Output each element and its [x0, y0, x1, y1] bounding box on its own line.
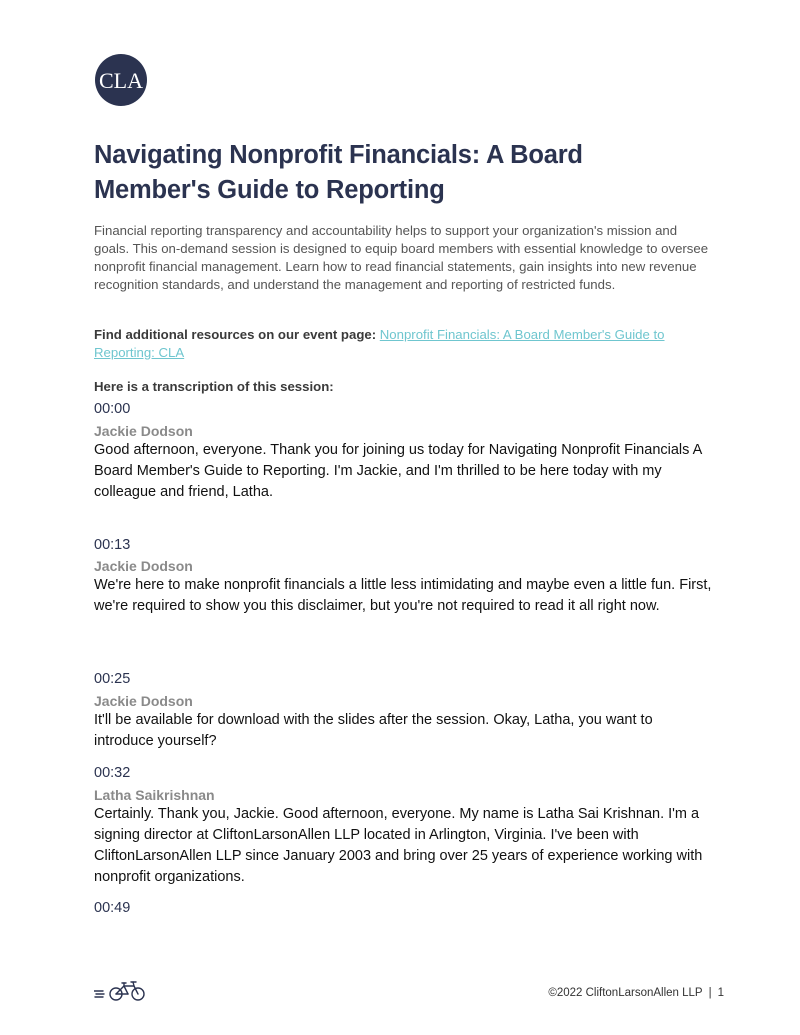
copyright-text: ©2022 CliftonLarsonAllen LLP — [548, 987, 703, 999]
timestamp: 00:13 — [94, 537, 131, 553]
transcript-text: Certainly. Thank you, Jackie. Good afternoon, everyone. My name is Latha Sai Krishnan. I'm a signing director at CliftonLarsonAllen LLP located in Arlington, Virginia. I've been with CliftonLarsonAllen LLP since January 2003 and bring over 25 years of experience working with nonprofit organizations. — [94, 806, 703, 885]
speaker-name: Jackie Dodson — [94, 423, 193, 439]
transcript-text: Good afternoon, everyone. Thank you for joining us today for Navigating Nonprofit Financials A Board Member's Guide to Reporting. I'm Jackie, and I'm thrilled to be here today with my colleague and friend, Latha. — [94, 442, 702, 500]
footer — [548, 987, 724, 999]
timestamp: 00:32 — [94, 765, 131, 781]
bicycle-icon — [94, 978, 150, 1002]
transcript-heading: Here is a transcription of this session: — [94, 379, 334, 394]
speaker-name: Latha Saikrishnan — [94, 787, 215, 803]
event-page-link[interactable]: Nonprofit Financials: A Board Member's Guide to Reporting: CLA — [94, 327, 665, 360]
transcript-text: It'll be available for download with the slides after the session. Okay, Latha, you want to introduce yourself? — [94, 712, 653, 749]
timestamp: 00:25 — [94, 671, 131, 687]
cla-logo — [95, 54, 147, 106]
speaker-name: Jackie Dodson — [94, 558, 193, 574]
speaker-name: Jackie Dodson — [94, 693, 193, 709]
cla-logo-text: CLA — [99, 68, 143, 93]
timestamp: 00:00 — [94, 401, 131, 417]
page-number: 1 — [717, 987, 724, 999]
resources-line — [94, 326, 694, 362]
footer-divider: | — [708, 987, 712, 999]
session-description: Financial reporting transparency and accountability helps to support your organization's mission and goals. This on-demand session is designed to equip board members with essential knowledge to oversee nonprofit financial management. Learn how to read financial statements, gain insights into new revenue recognition standards, and understand the management and reporting of restricted funds. — [94, 223, 709, 292]
page-title: Navigating Nonprofit Financials: A Board Member's Guide to Reporting — [94, 141, 583, 204]
resources-label: Find additional resources on our event page: — [94, 327, 377, 342]
timestamp: 00:49 — [94, 900, 131, 916]
transcript-text: We're here to make nonprofit financials a little less intimidating and maybe even a little fun. First, we're required to show you this disclaimer, but you're not required to read it all right now. — [94, 577, 712, 614]
